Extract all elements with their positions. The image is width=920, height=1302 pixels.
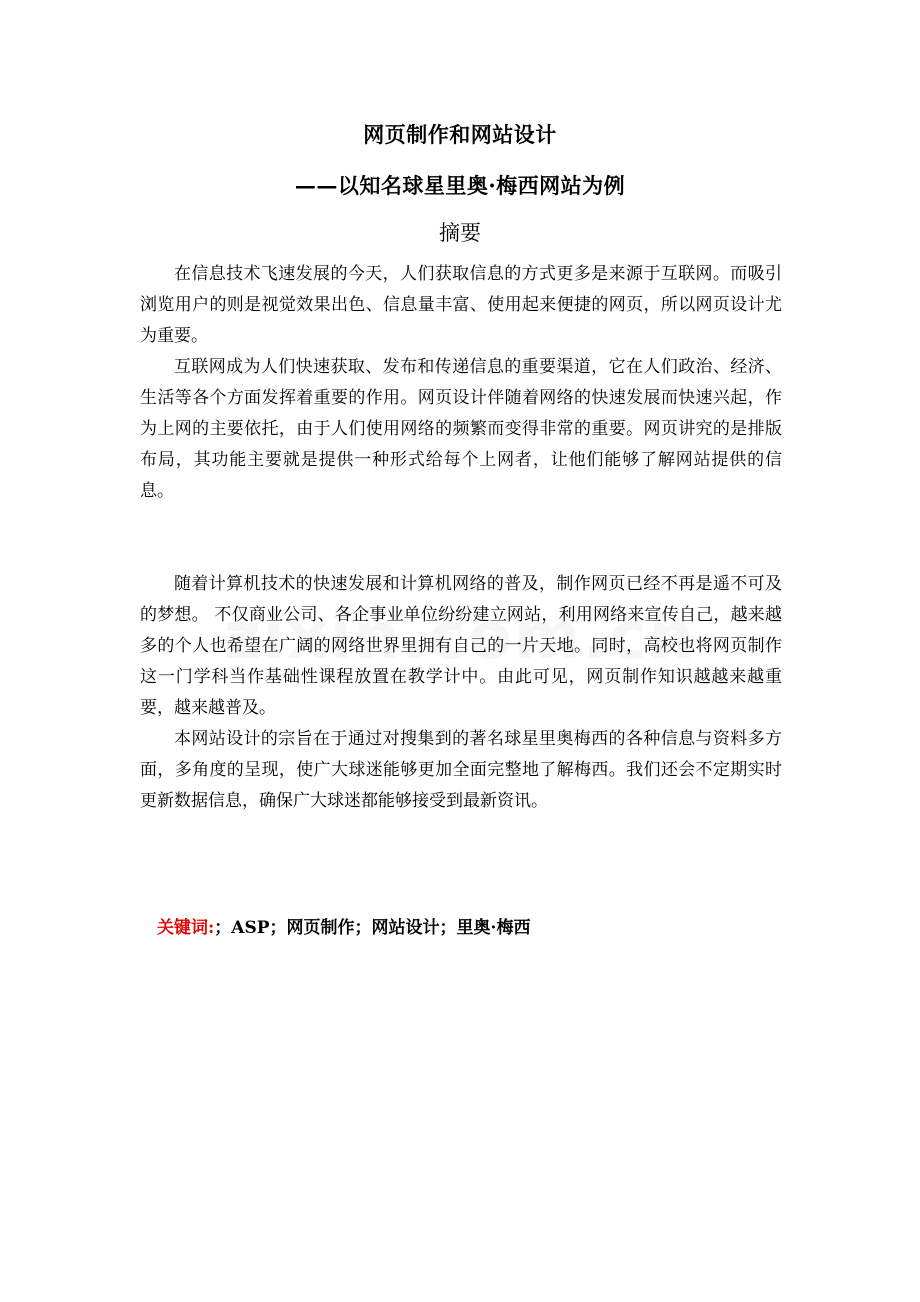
- paragraph-gap: [140, 507, 782, 538]
- abstract-paragraph: 随着计算机技术的快速发展和计算机网络的普及，制作网页已经不再是遥不可及的梦想。 不仅商业公司、各企事业单位纷纷建立网站，利用网络来宣传自己，越来越多的个人也希望在广阔的网络世界里拥有自己的一片天地。同时，高校也将网页制作这一门学科当作基础性课程放置在教学计中。由此可见，网页制作知识越越来越重要，越来越普及。: [140, 574, 782, 718]
- paragraph-gap: [140, 538, 782, 569]
- abstract-paragraph: 本网站设计的宗旨在于通过对搜集到的著名球星里奥梅西的各种信息与资料多方面，多角度的呈现，使广大球迷能够更加全面完整地了解梅西。我们还会不定期实时更新数据信息，确保广大球迷都能够接受到最新资讯。: [140, 729, 782, 811]
- keywords-label: 关键词:: [157, 918, 215, 938]
- keywords-line: [157, 914, 530, 942]
- abstract-paragraph: 在信息技术飞速发展的今天，人们获取信息的方式更多是来源于互联网。而吸引浏览用户的则是视觉效果出色、信息量丰富、使用起来便捷的网页，所以网页设计尤为重要。: [140, 264, 782, 346]
- document-title: 网页制作和网站设计: [363, 122, 557, 147]
- abstract-heading: 摘要: [439, 221, 481, 245]
- document-subtitle: ——以知名球星里奥·梅西网站为例: [294, 173, 626, 198]
- keywords-value: ；ASP；网页制作；网站设计；里奥·梅西: [214, 918, 531, 938]
- abstract-body: [140, 259, 782, 817]
- abstract-paragraph: 互联网成为人们快速获取、发布和传递信息的重要渠道，它在人们政治、经济、生活等各个方面发挥着重要的作用。网页设计伴随着网络的快速发展而快速兴起，作为上网的主要依托，由于人们使用网络的频繁而变得非常的重要。网页讲究的是排版布局，其功能主要就是提供一种形式给每个上网者，让他们能够了解网站提供的信息。: [140, 357, 782, 501]
